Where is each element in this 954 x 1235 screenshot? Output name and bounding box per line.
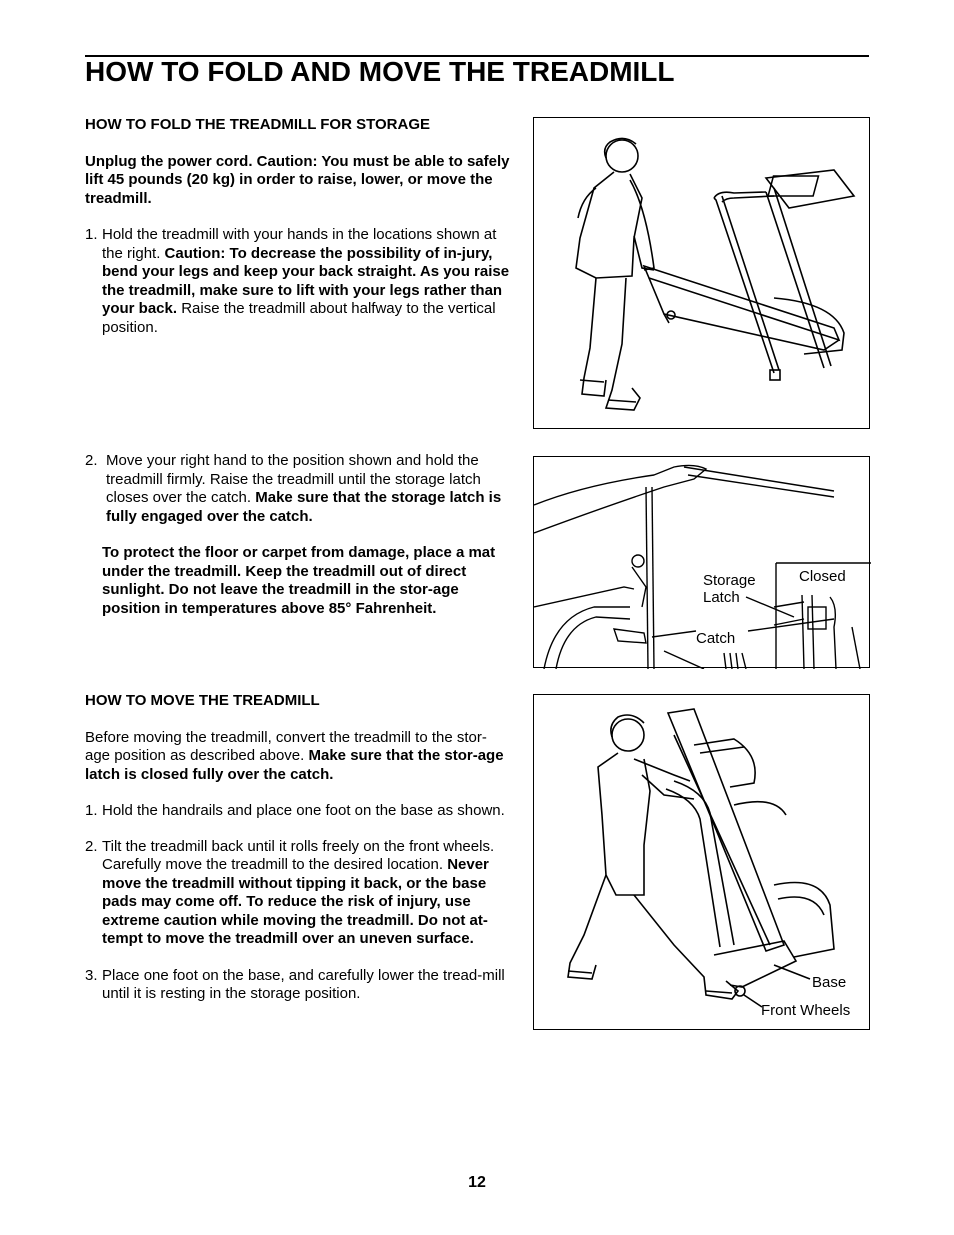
fold-intro: Unplug the power cord. Caution: You must be able to safely lift 45 pounds (20 kg) in order to raise, lower, or move the treadmill. (85, 152, 510, 207)
move-heading: HOW TO MOVE THE TREADMILL (85, 692, 320, 709)
step-text-end: Raise the treadmill about halfway to the vertical position. (102, 300, 496, 336)
fold-step-2 (85, 452, 510, 526)
step-warning: Make sure that the storage latch is fully engaged over the catch. (106, 489, 502, 525)
label-base: Base (812, 974, 847, 991)
move-step-3 (85, 967, 510, 1004)
label-latch: Latch (703, 589, 740, 606)
move-step-1 (85, 802, 510, 821)
fold-section (85, 116, 510, 337)
step-number: 2. (85, 452, 98, 469)
step-text: Hold the handrails and place one foot on the base as shown. (102, 802, 505, 819)
label-front-wheels: Front Wheels (761, 1002, 851, 1019)
lift-illustration (534, 118, 871, 430)
protect-floor-note: To protect the floor or carpet from damage, place a mat under the treadmill. Keep the treadmill out of direct sunlight. Do not leave the treadmill in the stor-age position in temperatures above 85° Fahrenheit. (102, 544, 496, 617)
step-warning: Never move the treadmill without tipping it back, or the base pads may come off. To reduce the risk of injury, use extreme caution while moving the treadmill. Do not at-tempt to move the treadmill over an uneven surface. (102, 856, 489, 947)
figure-move-treadmill (533, 694, 870, 1030)
label-closed: Closed (799, 568, 846, 585)
move-intro (85, 729, 510, 785)
step-text: Hold the treadmill with your hands in the locations shown at the right. (102, 226, 497, 262)
label-storage: Storage (703, 572, 756, 589)
move-section (85, 692, 510, 1004)
step-text: Tilt the treadmill back until it rolls freely on the front wheels. Carefully move the treadmill to the desired location. (102, 837, 495, 873)
page-number: 12 (468, 1174, 486, 1191)
fold-step-1 (85, 226, 510, 337)
step-number: 2. (85, 837, 98, 855)
step-number: 1. (85, 802, 98, 819)
fold-section-2 (85, 452, 510, 618)
label-catch: Catch (696, 630, 736, 647)
move-intro-warning: Make sure that the stor-age latch is closed fully over the catch. (85, 747, 504, 783)
step-caution: Caution: To decrease the possibility of in-jury, bend your legs and keep your back straight. As you raise the treadmill, make sure to lift with your legs rather than your back. (102, 244, 510, 317)
step-number: 1. (85, 226, 98, 243)
move-step-2 (85, 838, 510, 949)
figure-lift-treadmill (533, 117, 870, 429)
move-intro-text: Before moving the treadmill, convert the treadmill to the stor-age position as described above. (85, 728, 487, 764)
fold-heading: HOW TO FOLD THE TREADMILL FOR STORAGE (85, 116, 430, 133)
step-number: 3. (85, 966, 98, 984)
step-text: Place one foot on the base, and carefully lower the tread-mill until it is resting in the storage position. (102, 966, 505, 1002)
page-title: HOW TO FOLD AND MOVE THE TREADMILL (85, 56, 675, 87)
figure-storage-latch (533, 456, 870, 668)
step-text: Move your right hand to the position shown and hold the treadmill firmly. Raise the treadmill until the storage latch closes over the catch. (106, 452, 481, 506)
